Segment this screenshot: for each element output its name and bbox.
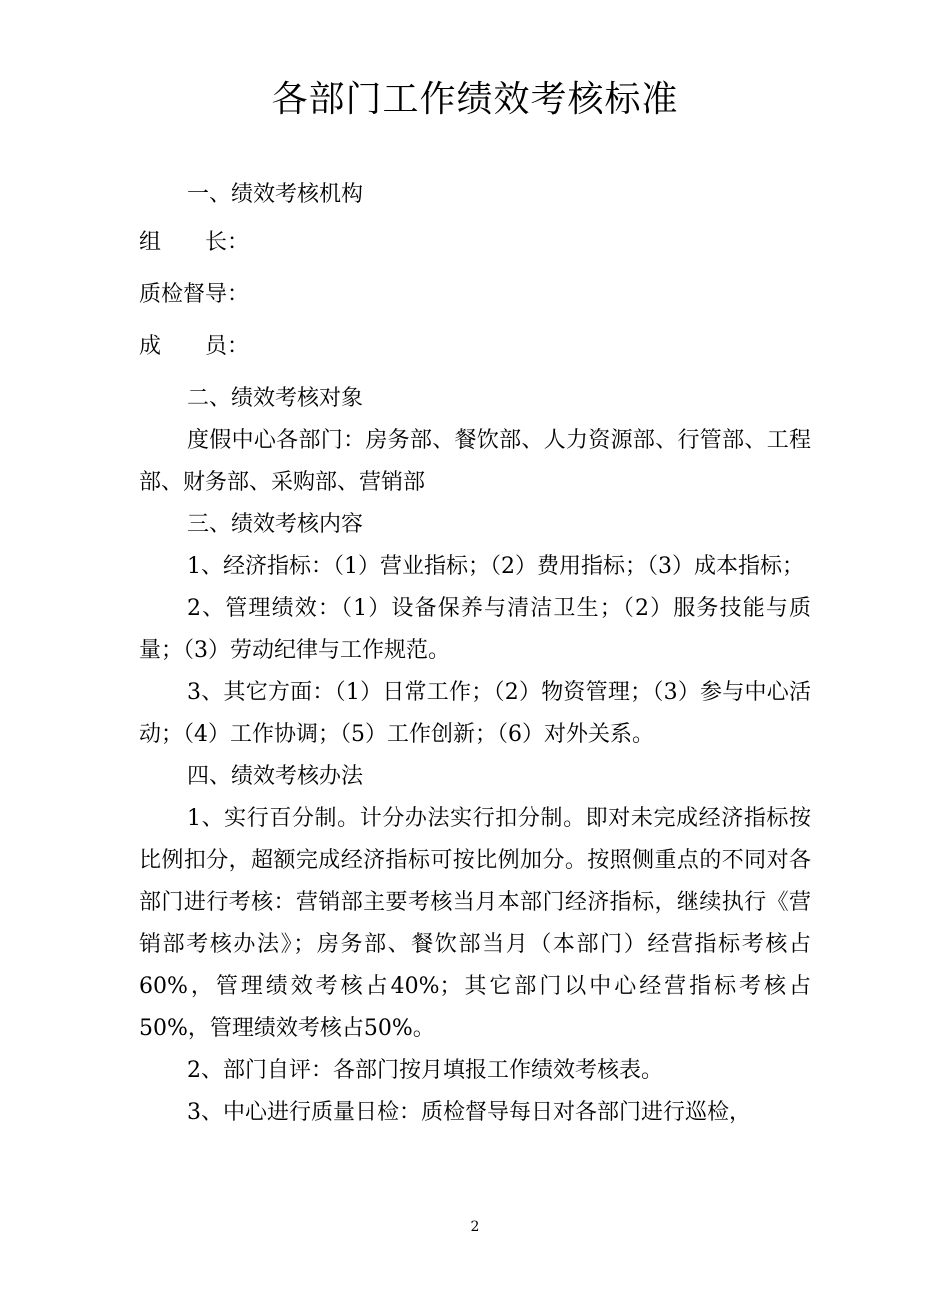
members-label-part1: 成 [139, 334, 162, 359]
section-3-item-1: 1、经济指标：（1）营业指标；（2）费用指标；（3）成本指标； [187, 554, 804, 579]
section-3-heading: 三、绩效考核内容 [187, 512, 364, 537]
members-label-part2: 员： [205, 334, 250, 359]
section-3-item-3: 3、其它方面：（1）日常工作；（2）物资管理；（3）参与中心活动；（4）工作协调；（5）工作创新；（6）对外关系。 [139, 680, 811, 747]
section-3-item-2: 2、管理绩效：（1）设备保养与清洁卫生；（2）服务技能与质量；（3）劳动纪律与工作规范。 [139, 596, 811, 663]
group-leader-label-part1: 组 [139, 230, 162, 255]
section-4-item-2: 2、部门自评：各部门按月填报工作绩效考核表。 [187, 1058, 663, 1083]
section-4-heading: 四、绩效考核办法 [187, 764, 364, 789]
section-2-heading: 二、绩效考核对象 [187, 386, 364, 411]
document-title: 各部门工作绩效考核标准 [271, 79, 679, 120]
quality-supervisor-line: 质检督导： [139, 282, 250, 307]
section-4-item-1: 1、实行百分制。计分办法实行扣分制。即对未完成经济指标按比例扣分，超额完成经济指标可按比例加分。按照侧重点的不同对各部门进行考核：营销部主要考核当月本部门经济指标，继续执行《营销部考核办法》；房务部、餐饮部当月（本部门）经营指标考核占60%，管理绩效考核占40%；其它部门以中心经营指标考核占50%，管理绩效考核占50%。 [139, 806, 811, 1041]
section-1-heading: 一、绩效考核机构 [187, 182, 364, 207]
section-2-body: 度假中心各部门：房务部、餐饮部、人力资源部、行管部、工程部、财务部、采购部、营销部 [139, 428, 811, 495]
section-4-item-3: 3、中心进行质量日检：质检督导每日对各部门进行巡检， [187, 1100, 751, 1125]
group-leader-label-part2: 长： [205, 230, 250, 255]
group-leader-line [139, 222, 811, 264]
page-number: 2 [470, 1219, 480, 1235]
members-line [139, 326, 811, 368]
document-body [139, 174, 811, 1134]
